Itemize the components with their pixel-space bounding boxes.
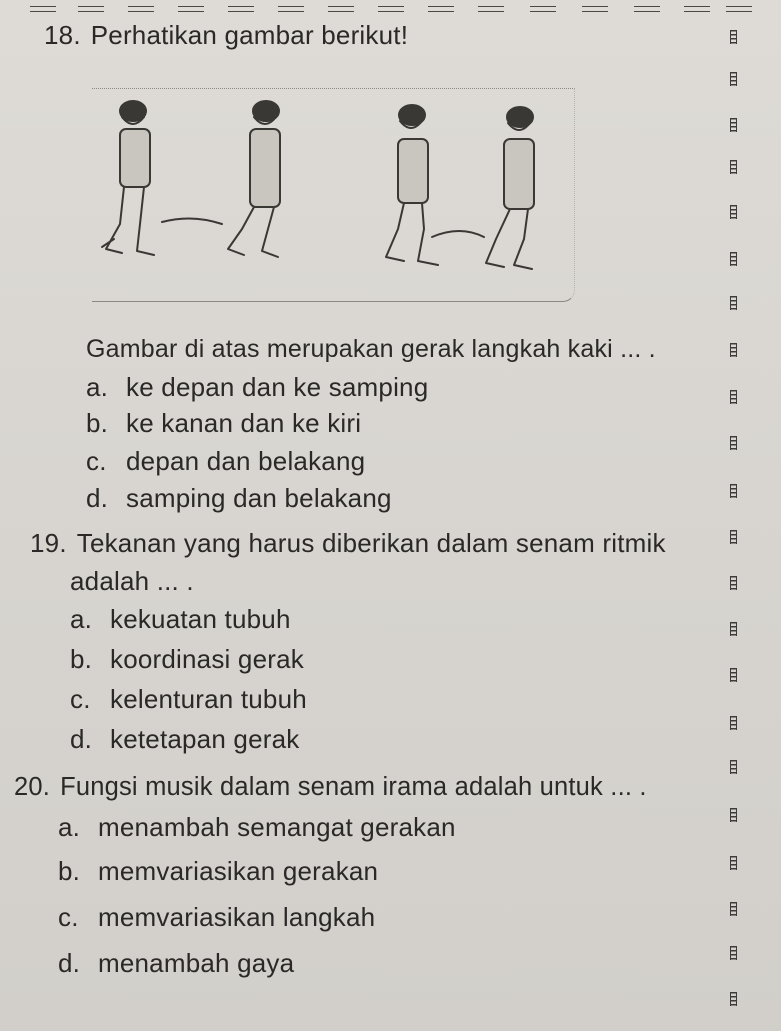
- option-letter: a.: [58, 812, 81, 842]
- option-text: samping dan belakang: [126, 483, 392, 513]
- option-letter: d.: [70, 724, 93, 754]
- walking-figures-illustration: [92, 88, 575, 302]
- option-text: depan dan belakang: [126, 446, 366, 476]
- option-letter: b.: [58, 856, 81, 886]
- option-text: kelenturan tubuh: [110, 684, 307, 714]
- question-20-text: [14, 772, 647, 802]
- option-text: kekuatan tubuh: [110, 604, 291, 634]
- q20-option-d[interactable]: [58, 948, 294, 978]
- option-letter: d.: [58, 948, 81, 978]
- option-letter: c.: [58, 902, 79, 932]
- figure-step-back-1: [386, 105, 438, 265]
- option-text: ke kanan dan ke kiri: [126, 408, 362, 438]
- q18-option-d[interactable]: [86, 483, 392, 513]
- question-text: Perhatikan gambar berikut!: [90, 20, 409, 50]
- q20-option-c[interactable]: [58, 902, 375, 932]
- figure-step-back-2: [486, 107, 534, 269]
- top-perforation: [0, 0, 781, 16]
- option-text: memvariasikan gerakan: [98, 856, 379, 886]
- option-letter: b.: [70, 644, 93, 674]
- q20-option-b[interactable]: [58, 856, 378, 886]
- question-18-prompt: [44, 20, 408, 50]
- option-text: ke depan dan ke samping: [126, 372, 429, 402]
- option-letter: a.: [86, 372, 109, 402]
- q19-option-c[interactable]: [70, 684, 307, 714]
- option-letter: a.: [70, 604, 93, 634]
- arrow-back-1: [432, 231, 484, 237]
- q18-option-a[interactable]: [86, 372, 428, 402]
- option-letter: c.: [70, 684, 91, 714]
- q19-option-b[interactable]: [70, 644, 304, 674]
- figure-step-forward-2: [228, 101, 280, 257]
- q19-option-d[interactable]: [70, 724, 299, 754]
- figure-step-forward-1: [102, 101, 154, 255]
- question-19-line1: [30, 528, 666, 558]
- option-letter: b.: [86, 408, 109, 438]
- question-19-line2: adalah ... .: [70, 566, 194, 596]
- question-number: 18.: [44, 20, 81, 50]
- question-text: Tekanan yang harus diberikan dalam senam ritmik: [76, 528, 666, 558]
- q18-option-b[interactable]: [86, 408, 361, 438]
- question-number: 20.: [14, 773, 51, 801]
- option-text: menambah semangat gerakan: [98, 812, 456, 842]
- option-text: ketetapan gerak: [110, 724, 300, 754]
- arrow-forward-1: [162, 218, 222, 224]
- question-text: Fungsi musik dalam senam irama adalah untuk ... .: [60, 773, 647, 801]
- question-number: 19.: [30, 528, 67, 558]
- option-letter: c.: [86, 446, 107, 476]
- walking-figures-svg: [92, 89, 574, 301]
- option-letter: d.: [86, 483, 109, 513]
- q20-option-a[interactable]: [58, 812, 456, 842]
- option-text: menambah gaya: [98, 948, 295, 978]
- question-18-text: Gambar di atas merupakan gerak langkah kaki ... .: [86, 335, 656, 363]
- option-text: koordinasi gerak: [110, 644, 304, 674]
- option-text: memvariasikan langkah: [98, 902, 376, 932]
- q19-option-a[interactable]: [70, 604, 291, 634]
- q18-option-c[interactable]: [86, 446, 365, 476]
